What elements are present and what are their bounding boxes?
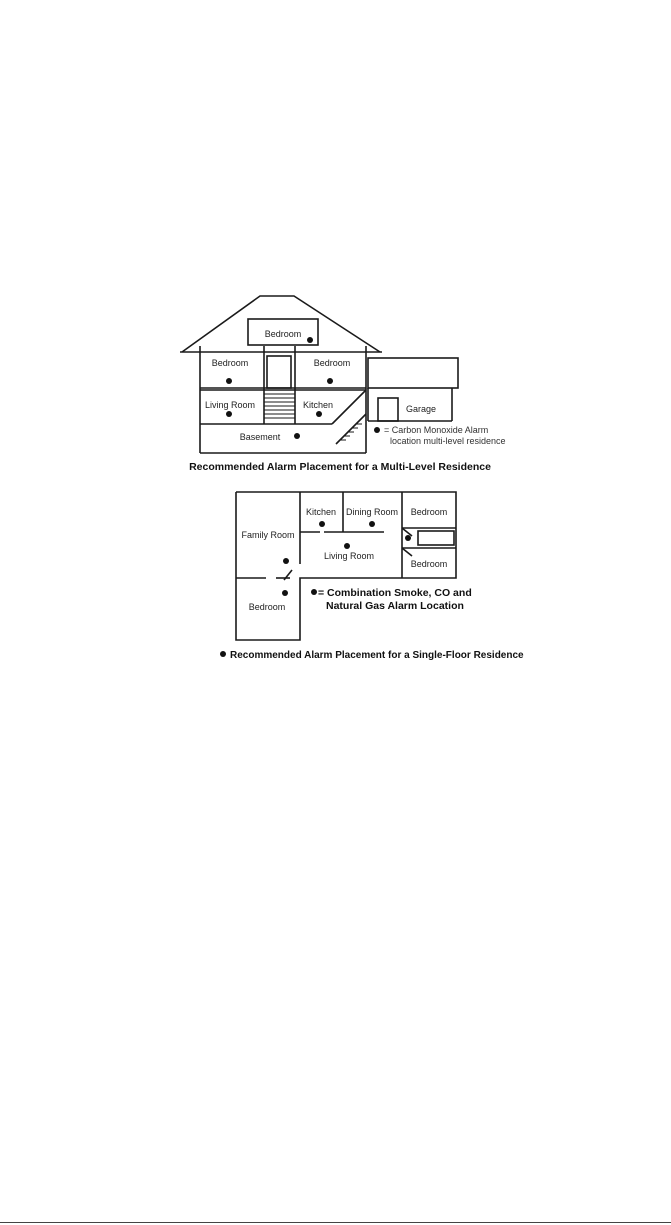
alarm-dot [316, 411, 322, 417]
room-label-family-room: Family Room [241, 530, 295, 540]
alarm-dot [319, 521, 325, 527]
alarm-dot [369, 521, 375, 527]
multi-level-residence-diagram [160, 288, 520, 478]
room-label-attic-bedroom: Bedroom [264, 329, 302, 339]
page-bottom-rule [0, 1222, 671, 1223]
room-label-basement: Basement [239, 432, 281, 442]
room-label-dining-room: Dining Room [345, 507, 399, 517]
legend-line-1: = Carbon Monoxide Alarm [384, 425, 489, 435]
staircase [264, 394, 295, 418]
upper-door [267, 356, 291, 388]
legend-dot [374, 427, 380, 433]
caption-multi-level: Recommended Alarm Placement for a Multi-Level Residence [189, 461, 491, 473]
room-label-living-room: Living Room [204, 400, 256, 410]
room-label-bedroom-left: Bedroom [211, 358, 249, 368]
caption-single-floor: Recommended Alarm Placement for a Single-Floor Residence [230, 650, 524, 661]
alarm-dot [294, 433, 300, 439]
alarm-dot [283, 558, 289, 564]
alarm-dot [226, 378, 232, 384]
room-label-bedroom-right: Bedroom [313, 358, 351, 368]
legend-line-2: Natural Gas Alarm Location [326, 600, 464, 612]
room-label-bedroom-bottom: Bedroom [248, 602, 286, 612]
alarm-dot [307, 337, 313, 343]
legend-dot [311, 589, 317, 595]
alarm-dot [226, 411, 232, 417]
garage-door [378, 398, 398, 421]
room-label-garage: Garage [405, 404, 437, 414]
alarm-dot [344, 543, 350, 549]
room-label-kitchen: Kitchen [305, 507, 337, 517]
alarm-dot [405, 535, 411, 541]
legend-line-1: = Combination Smoke, CO and [318, 587, 472, 599]
alarm-dot [327, 378, 333, 384]
single-floor-residence-diagram [200, 488, 545, 668]
roof-line [182, 296, 380, 352]
alarm-dot [282, 590, 288, 596]
garage-upper [368, 358, 458, 388]
legend-line-2: location multi-level residence [390, 436, 506, 446]
room-label-kitchen: Kitchen [302, 400, 334, 410]
closet [418, 531, 454, 545]
room-label-bedroom-right: Bedroom [410, 559, 448, 569]
caption-dot [220, 651, 226, 657]
room-label-bedroom-top: Bedroom [410, 507, 448, 517]
room-label-living-room: Living Room [323, 551, 375, 561]
